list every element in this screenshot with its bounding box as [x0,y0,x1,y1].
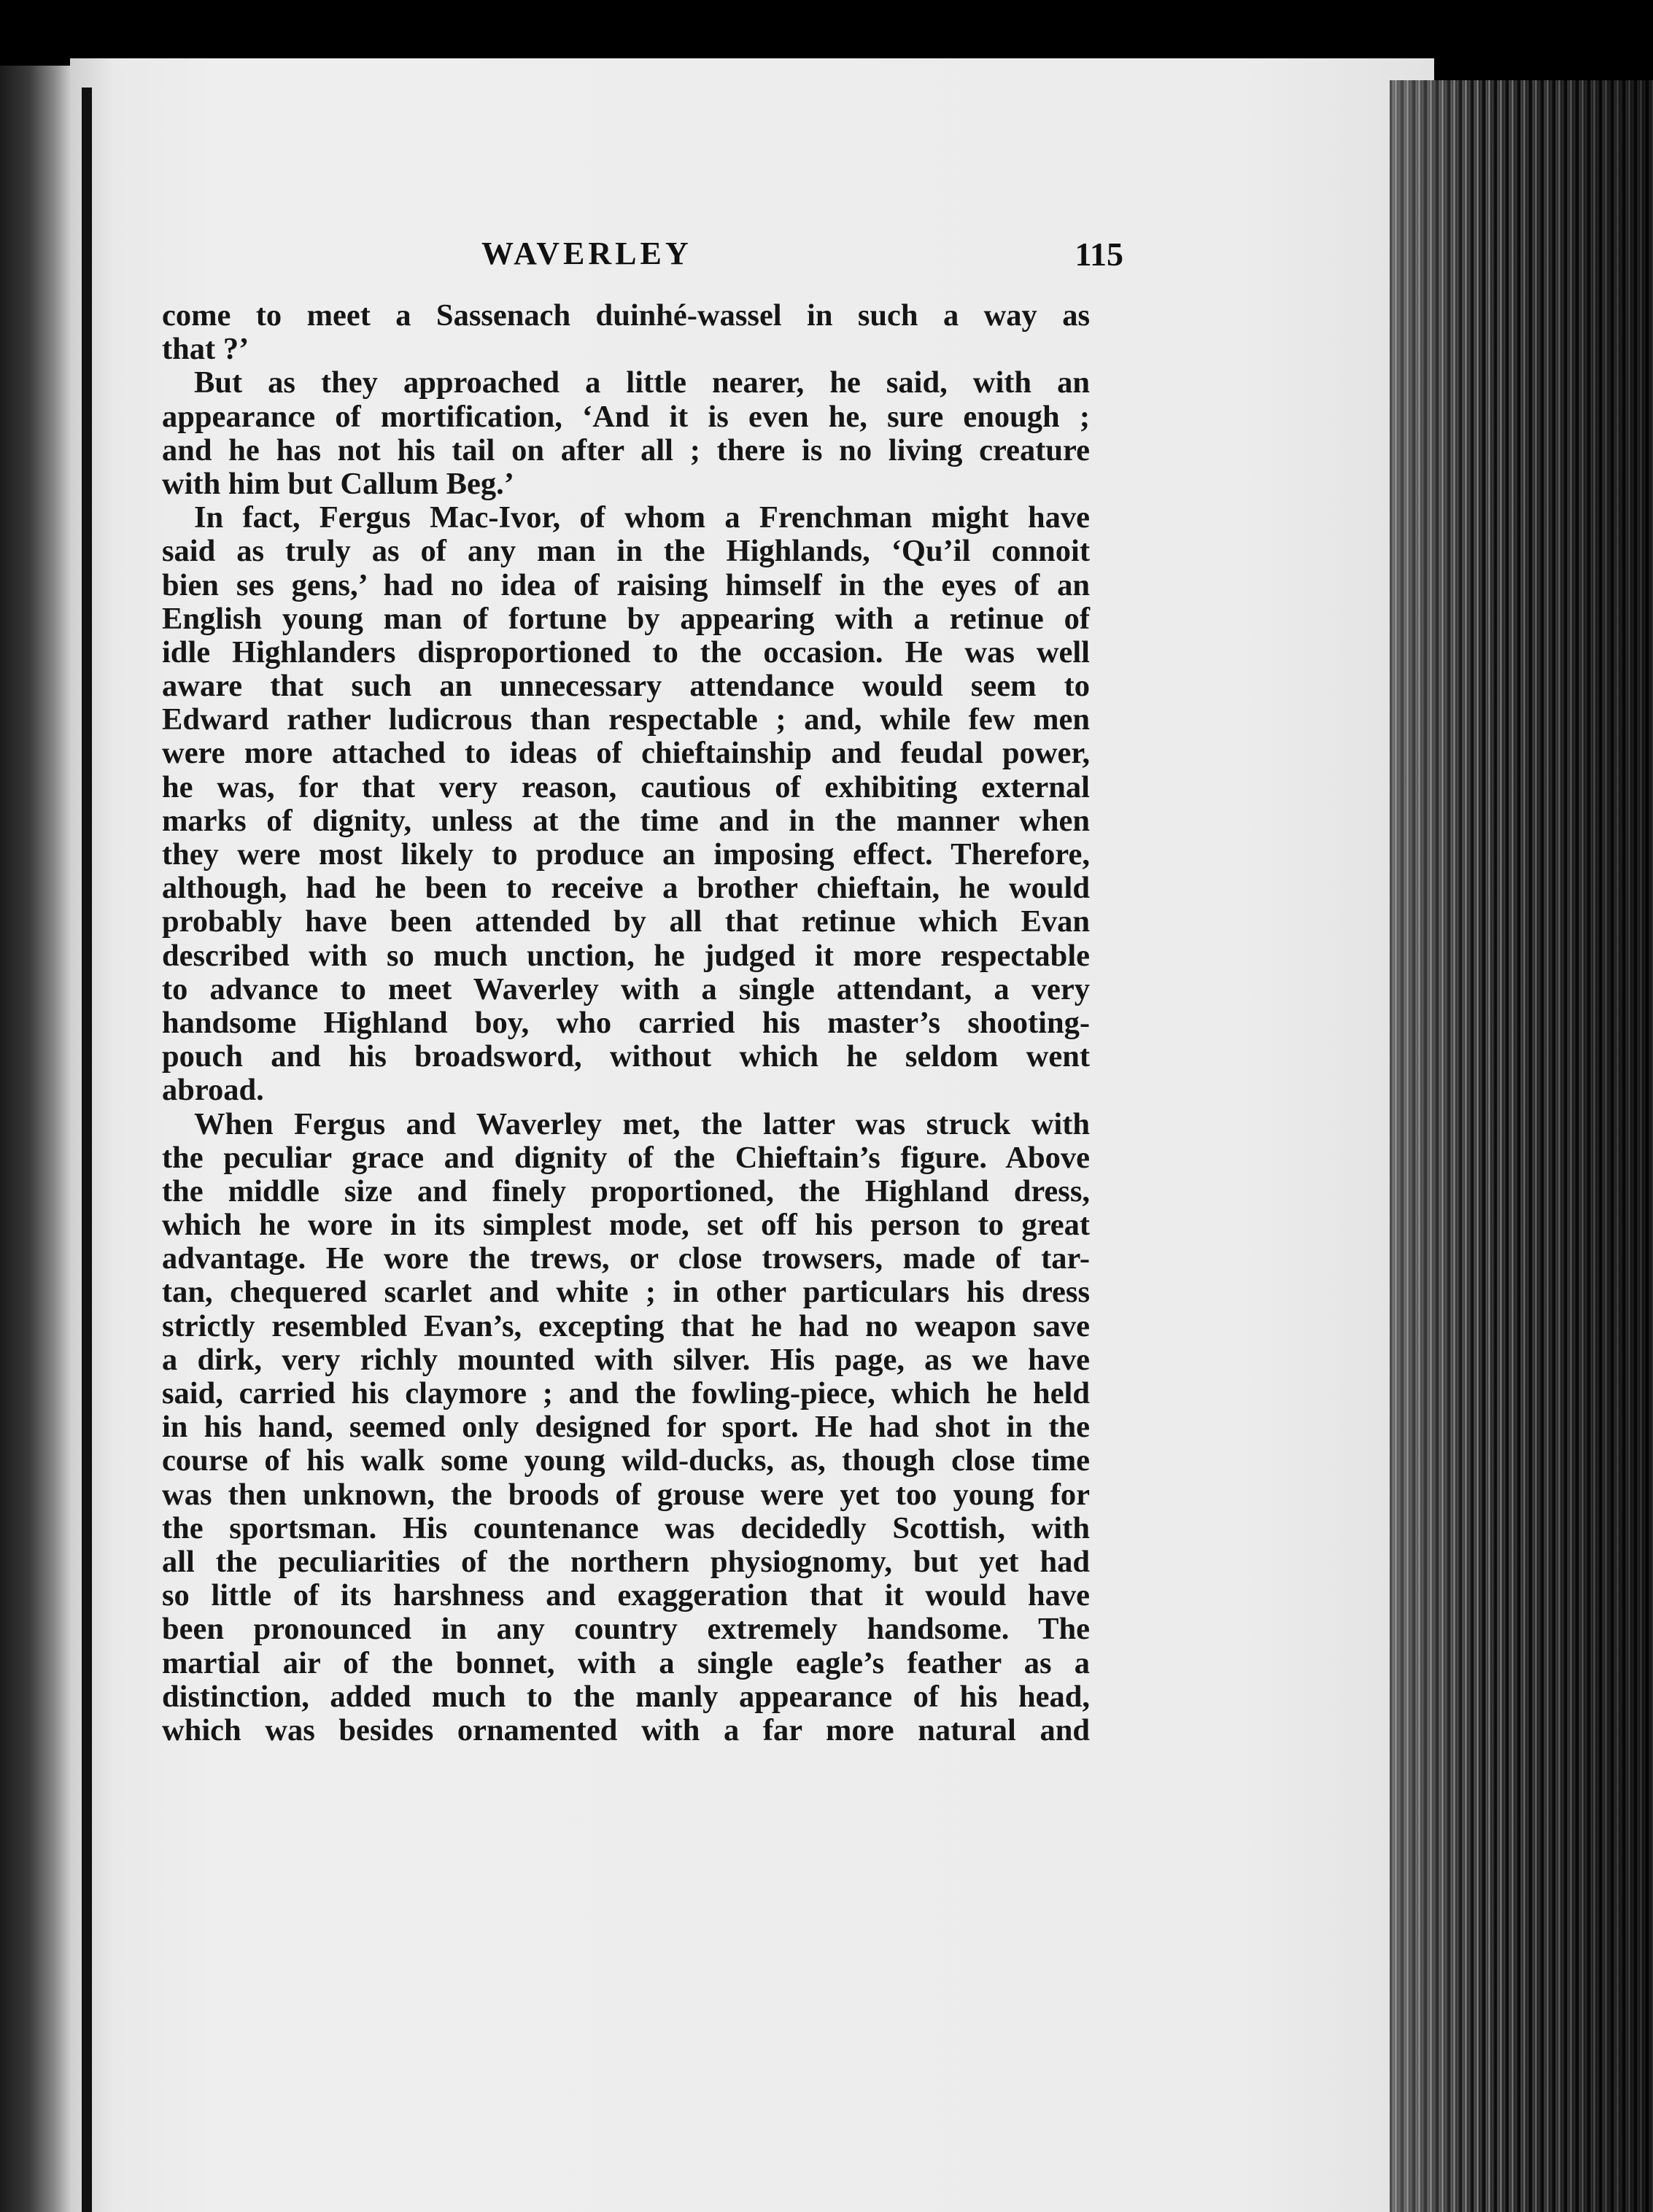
text-line: been pronounced in any country extremely handsome. The [162,1612,1090,1647]
text-line: said, carried his claymore ; and the fowling-piece, which he held [162,1376,1090,1410]
text-line: abroad. [162,1073,264,1108]
text-line: was then unknown, the broods of grouse were yet too young for [162,1477,1090,1512]
text-line: come to meet a Sassenach duinhé-wassel in such a way as [162,298,1090,333]
text-line: which he wore in its simplest mode, set off his person to great [162,1208,1090,1243]
text-line: he was, for that very reason, cautious of exhibiting external [162,769,1090,804]
text-line: in his hand, seemed only designed for sport. He had shot in the [162,1410,1090,1445]
text-line: English young man of fortune by appearing with a retinue of [162,601,1090,636]
text-line: the peculiar grace and dignity of the Chieftain’s figure. Above [162,1140,1090,1175]
text-line: martial air of the bonnet, with a single eagle’s feather as a [162,1645,1090,1680]
text-line: which was besides ornamented with a far more natural and [162,1712,1090,1747]
text-line: the sportsman. His countenance was decidedly Scottish, with [162,1510,1090,1545]
text-line: appearance of mortification, ‘And it is even he, sure enough ; [162,399,1090,434]
text-line: strictly resembled Evan’s, excepting that he had no weapon save [162,1308,1090,1343]
previous-page-edge [0,66,73,2212]
text-line: In fact, Fergus Mac-Ivor, of whom a Frenchman might have [194,500,1090,535]
text-line: handsome Highland boy, who carried his master’s shooting- [162,1005,1090,1040]
text-line: When Fergus and Waverley met, the latter was struck with [194,1106,1090,1141]
text-line: the middle size and finely proportioned, the Highland dress, [162,1173,1090,1208]
text-line: they were most likely to produce an imposing effect. Therefore, [162,837,1090,872]
text-line: with him but Callum Beg.’ [162,466,514,501]
text-line: aware that such an unnecessary attendance would seem to [162,669,1090,704]
text-line: although, had he been to receive a brother chieftain, he would [162,871,1090,906]
text-line: Edward rather ludicrous than respectable ; and, while few men [162,702,1090,737]
text-line: and he has not his tail on after all ; there is no living creature [162,432,1090,467]
running-title: WAVERLEY [481,236,692,271]
page-number: 115 [1075,236,1123,273]
text-line: that ?’ [162,332,249,367]
text-line: idle Highlanders disproportioned to the occasion. He was well [162,635,1090,670]
text-line: bien ses gens,’ had no idea of raising himself in the eyes of an [162,567,1090,602]
binding-shadow [82,88,92,2212]
text-line: a dirk, very richly mounted with silver. His page, as we have [162,1342,1090,1377]
text-line: were more attached to ideas of chieftainship and feudal power, [162,736,1090,771]
text-line: so little of its harshness and exaggeration that it would have [162,1578,1090,1613]
page-block-edges [1390,80,1653,2212]
running-head [146,235,1123,279]
text-line: marks of dignity, unless at the time and in the manner when [162,803,1090,838]
text-line: said as truly as of any man in the Highlands, ‘Qu’il connoit [162,534,1090,569]
text-line: to advance to meet Waverley with a single attendant, a very [162,971,1090,1006]
text-line: course of his walk some young wild-ducks, as, though close time [162,1443,1090,1478]
text-line: all the peculiarities of the northern physiognomy, but yet had [162,1544,1090,1579]
text-line: distinction, added much to the manly appearance of his head, [162,1679,1090,1714]
text-line: probably have been attended by all that retinue which Evan [162,904,1090,939]
body-text [162,299,1090,1747]
text-line: described with so much unction, he judged it more respectable [162,938,1090,973]
text-line: advantage. He wore the trews, or close trowsers, made of tar- [162,1241,1090,1276]
text-line: pouch and his broadsword, without which he seldom went [162,1039,1090,1074]
text-line: But as they approached a little nearer, he said, with an [194,365,1090,400]
text-line: tan, chequered scarlet and white ; in other particulars his dress [162,1275,1090,1310]
